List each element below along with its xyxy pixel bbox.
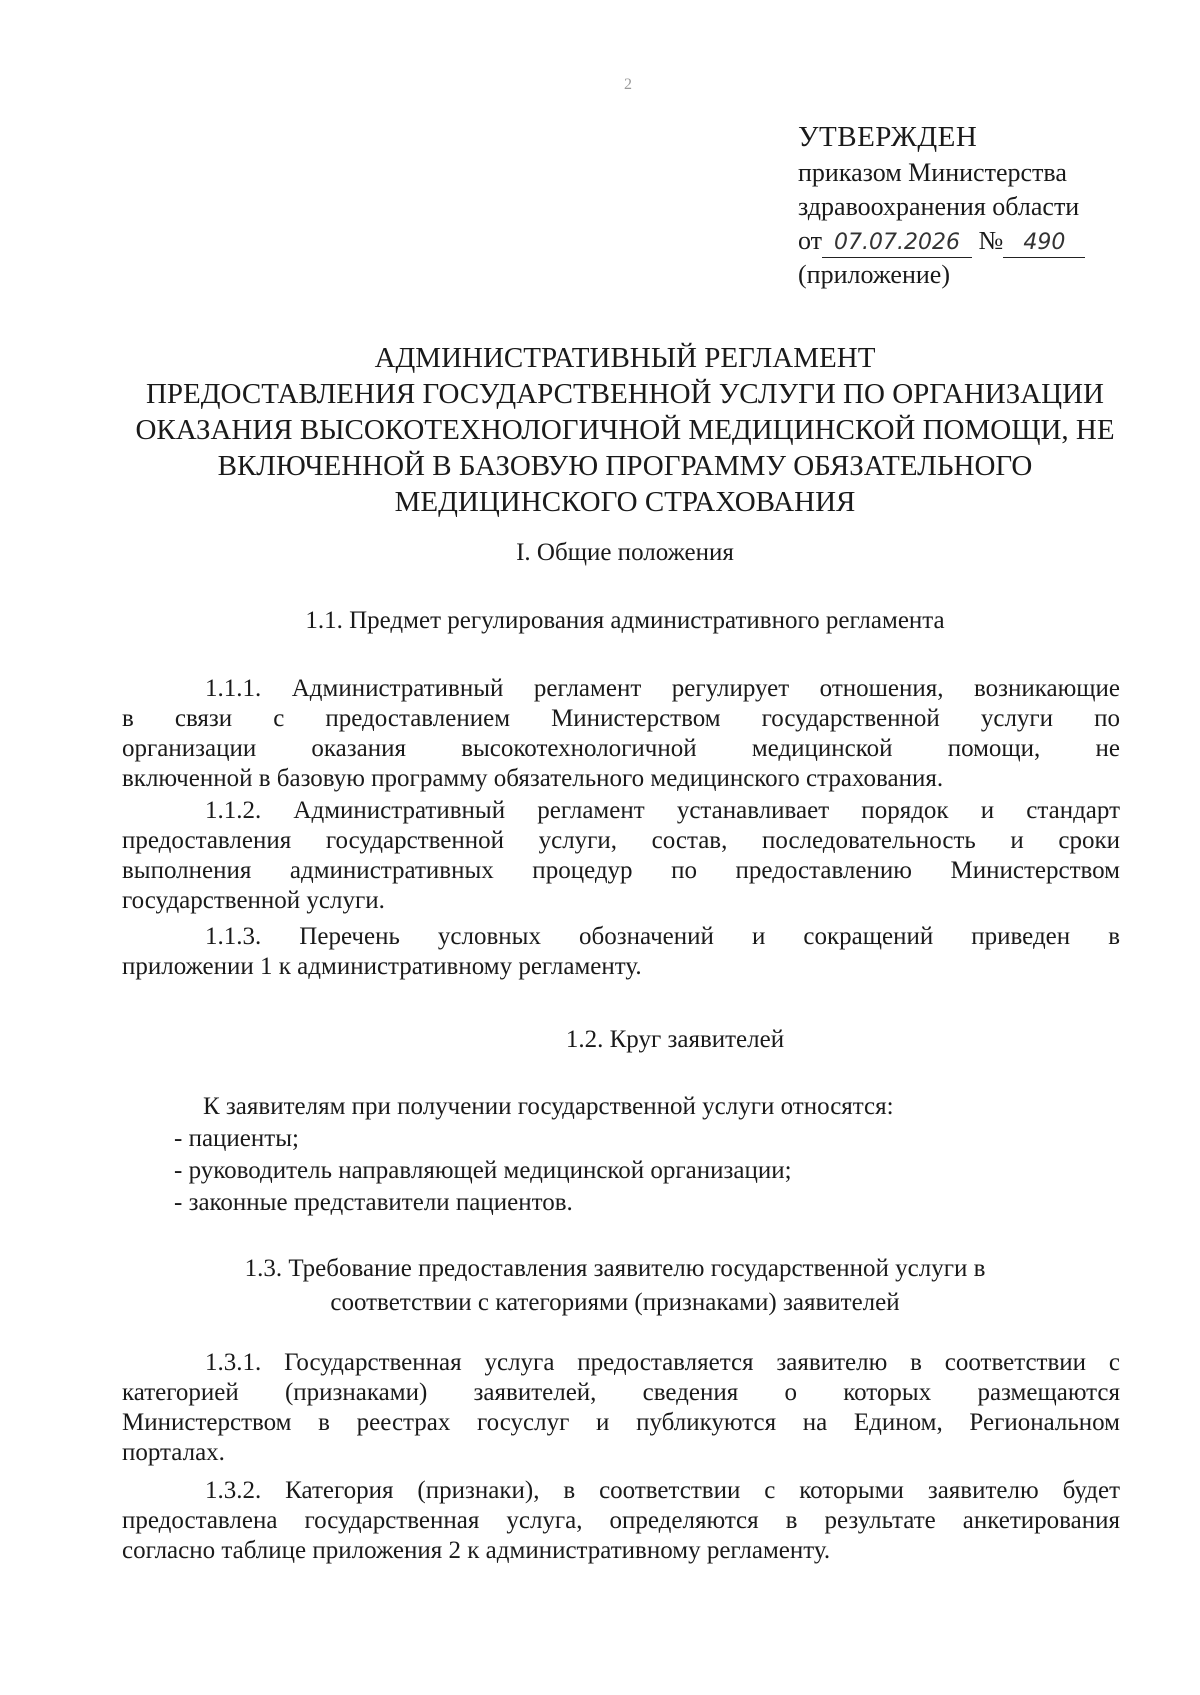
title-line: ОКАЗАНИЯ ВЫСОКОТЕХНОЛОГИЧНОЙ МЕДИЦИНСКОЙ ПОМОЩИ, НЕ bbox=[135, 414, 1115, 446]
paragraph-line: в связи с предоставлением Министерством государственной услуги по bbox=[122, 705, 1120, 732]
paragraph-line: 1.1.2. Административный регламент устанавливает порядок и стандарт bbox=[205, 797, 1120, 824]
paragraph-1-1-2 bbox=[122, 796, 1120, 916]
date-prefix: от bbox=[798, 226, 823, 255]
paragraph-line: 1.3.2. Категория (признаки), в соответствии с которыми заявителю будет bbox=[205, 1477, 1120, 1504]
paragraph-1-3-1 bbox=[122, 1348, 1120, 1468]
title-line: ПРЕДОСТАВЛЕНИЯ ГОСУДАРСТВЕННОЙ УСЛУГИ ПО ОРГАНИЗАЦИИ bbox=[145, 378, 1105, 410]
title-line: АДМИНИСТРАТИВНЫЙ РЕГЛАМЕНТ bbox=[374, 342, 876, 374]
paragraph-1-1-3 bbox=[122, 922, 1120, 982]
subsection-heading-1-3-line-1: 1.3. Требование предоставления заявителю государственной услуги в bbox=[244, 1255, 986, 1282]
approval-note: (приложение) bbox=[798, 260, 951, 289]
approval-line-1: приказом Министерства bbox=[798, 158, 1067, 187]
paragraph-line: согласно таблице приложения 2 к административному регламенту. bbox=[122, 1537, 831, 1564]
paragraph-line: Министерством в реестрах госуслуг и публикуются на Едином, Региональном bbox=[122, 1409, 1120, 1436]
paragraph-line: порталах. bbox=[122, 1439, 225, 1466]
approval-date-line bbox=[798, 224, 1085, 258]
handwritten-date: 07.07.2026 bbox=[822, 229, 972, 258]
section-heading-general: I. Общие положения bbox=[516, 539, 734, 566]
subsection-heading-1-3-line-2: соответствии с категориями (признаками) заявителей bbox=[330, 1289, 900, 1316]
page-number: 2 bbox=[624, 76, 632, 93]
approval-stamp-block bbox=[798, 118, 1085, 292]
paragraph-line: предоставлена государственная услуга, определяются в результате анкетирования bbox=[122, 1507, 1120, 1534]
title-line: ВКЛЮЧЕННОЙ В БАЗОВУЮ ПРОГРАММУ ОБЯЗАТЕЛЬНОГО bbox=[217, 450, 1033, 482]
paragraph-line: 1.1.3. Перечень условных обозначений и сокращений приведен в bbox=[205, 923, 1120, 950]
paragraph-line: 1.1.1. Административный регламент регулирует отношения, возникающие bbox=[205, 675, 1120, 702]
title-line: МЕДИЦИНСКОГО СТРАХОВАНИЯ bbox=[394, 486, 856, 518]
applicants-intro: К заявителям при получении государственной услуги относятся: bbox=[203, 1093, 894, 1120]
list-item: - пациенты; bbox=[174, 1125, 299, 1152]
list-item: - руководитель направляющей медицинской организации; bbox=[174, 1157, 792, 1184]
handwritten-number: 490 bbox=[1003, 229, 1085, 258]
paragraph-line: предоставления государственной услуги, состав, последовательность и сроки bbox=[122, 827, 1120, 854]
paragraph-1-1-1 bbox=[122, 674, 1120, 794]
number-prefix: № bbox=[978, 226, 1004, 255]
paragraph-line: категорией (признаками) заявителей, сведения о которых размещаются bbox=[122, 1379, 1120, 1406]
approval-line-2: здравоохранения области bbox=[798, 192, 1080, 221]
paragraph-line: приложении 1 к административному регламенту. bbox=[122, 953, 642, 980]
approval-title: УТВЕРЖДЕН bbox=[798, 121, 978, 153]
paragraph-line: включенной в базовую программу обязательного медицинского страхования. bbox=[122, 765, 944, 792]
document-title bbox=[130, 340, 1120, 520]
list-item: - законные представители пациентов. bbox=[174, 1189, 573, 1216]
paragraph-line: организации оказания высокотехнологичной медицинской помощи, не bbox=[122, 735, 1120, 762]
subsection-heading-1-1: 1.1. Предмет регулирования административного регламента bbox=[305, 607, 945, 634]
paragraph-line: государственной услуги. bbox=[122, 887, 385, 914]
paragraph-line: 1.3.1. Государственная услуга предоставляется заявителю в соответствии с bbox=[205, 1349, 1120, 1376]
paragraph-1-3-2 bbox=[122, 1476, 1120, 1566]
paragraph-line: выполнения административных процедур по предоставлению Министерством bbox=[122, 857, 1120, 884]
subsection-heading-1-2: 1.2. Круг заявителей bbox=[565, 1026, 785, 1053]
